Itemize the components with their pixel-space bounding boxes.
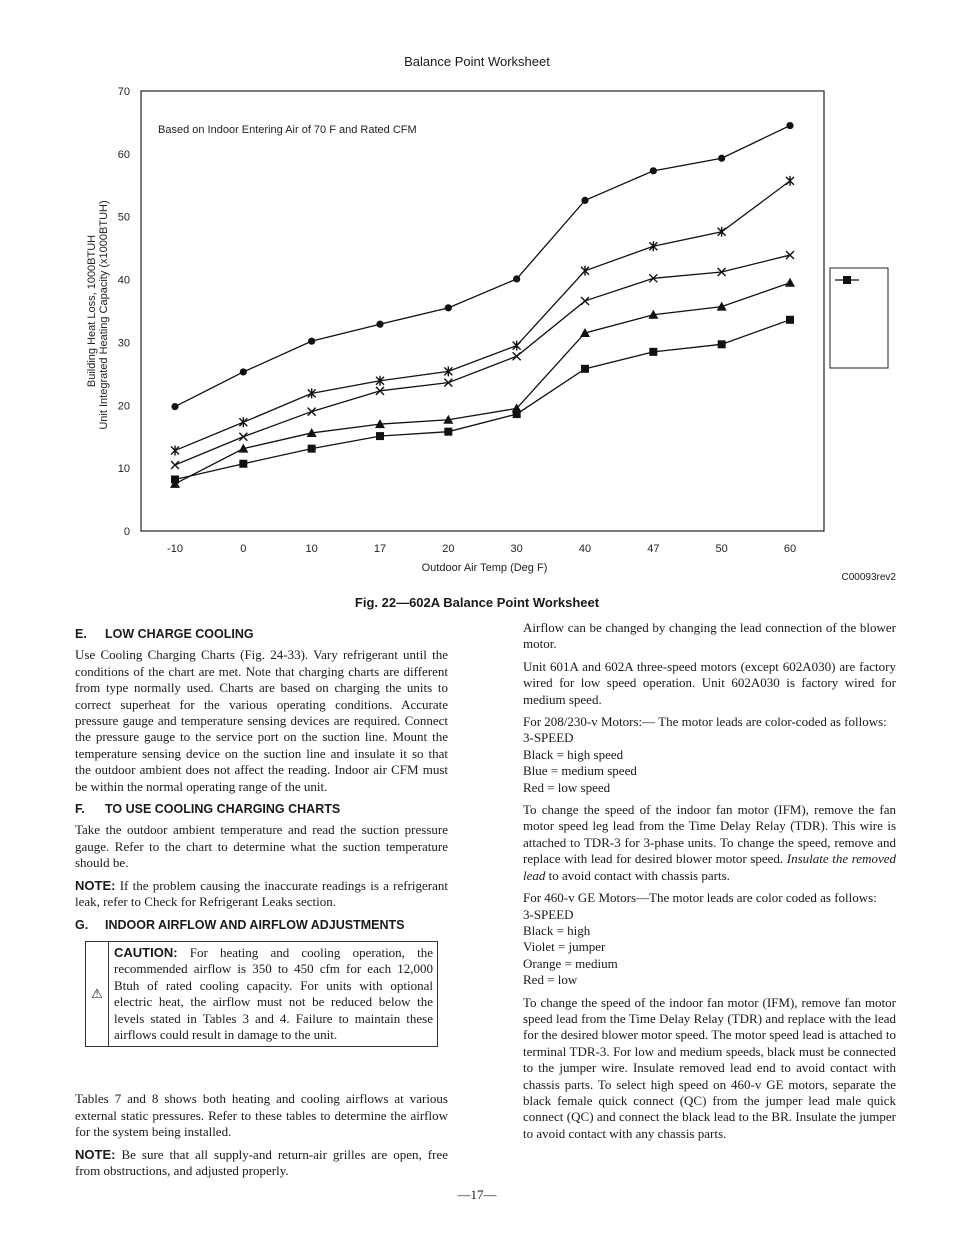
- series-042-point: [581, 297, 589, 305]
- series-line-042: [175, 255, 790, 465]
- x-tick-label: 10: [305, 543, 318, 555]
- series-048-point: [786, 176, 794, 186]
- series-030-point: [444, 428, 452, 436]
- section-g-body: Tables 7 and 8 shows both heating and cooling airflows at various external static pressures. Refer to these tables to determine the airflow for the system being installed.: [75, 1091, 448, 1140]
- y-tick-label: 10: [117, 463, 130, 476]
- section-f-title: TO USE COOLING CHARGING CHARTS: [105, 802, 341, 817]
- caution-text: [109, 942, 437, 1046]
- series-060-point: [786, 122, 793, 129]
- page-number: —17—: [457, 1187, 497, 1202]
- x-tick-label: 40: [578, 543, 592, 555]
- ifm-speed-paragraph: [523, 802, 896, 884]
- series-060-point: [718, 155, 725, 162]
- series-line-036: [175, 283, 790, 484]
- x-tick-label: 47: [647, 543, 660, 555]
- series-line-030: [175, 320, 790, 480]
- y-tick-label: 0: [123, 526, 130, 538]
- list-line: Red = low speed: [523, 779, 611, 795]
- series-036-point: [785, 278, 795, 287]
- series-042-point: [239, 433, 247, 441]
- list-line: 3-SPEED: [523, 730, 574, 746]
- note-label: NOTE:: [75, 1146, 116, 1162]
- series-line-048: [175, 181, 790, 451]
- figure-code: C00093rev2: [841, 572, 896, 583]
- series-030-point: [239, 460, 247, 468]
- ifm-text-end: to avoid contact with chassis parts.: [545, 867, 730, 883]
- note-label: NOTE:: [75, 877, 116, 893]
- series-042-point: [171, 461, 179, 469]
- series-060-point: [240, 368, 247, 375]
- series-060-point: [308, 338, 315, 345]
- ifm-text-italic: Insulate the removed lead: [523, 851, 896, 883]
- y-tick-label: 50: [117, 211, 130, 224]
- series-042-point: [513, 352, 521, 360]
- ifm-text-start: To change the speed of the indoor fan motor (IFM), remove the fan motor speed leg lead from the Time Delay Relay (TDR). This wire is attached to TDR-3 for 3-phase units. To change the speed, remove and replace with lead for desired blower motor speed.: [523, 802, 896, 867]
- section-f-body: Take the outdoor ambient temperature and read the suction pressure gauge. Refer to the chart to determine what the suction temperature should be.: [75, 822, 448, 871]
- motor-460-intro: For 460-v GE Motors—The motor leads are color coded as follows:: [523, 890, 877, 906]
- motor-208-230-paragraph: [523, 714, 896, 796]
- series-line-060: [175, 126, 790, 407]
- list-line: Orange = medium: [523, 955, 618, 971]
- x-tick-label: -10: [167, 543, 183, 555]
- series-042-point: [308, 408, 316, 416]
- series-048-point: [513, 341, 521, 351]
- section-e-heading: [75, 626, 448, 642]
- series-030-point: [376, 432, 384, 440]
- x-tick-label: 50: [715, 543, 728, 555]
- section-g-title: INDOOR AIRFLOW AND AIRFLOW ADJUSTMENTS: [105, 917, 405, 932]
- series-060-point: [171, 403, 178, 410]
- series-036-point: [717, 302, 727, 311]
- list-line: Violet = jumper: [523, 939, 606, 955]
- chart-title: Balance Point Worksheet: [404, 54, 550, 69]
- section-f-note: [75, 878, 448, 911]
- x-axis-title: Outdoor Air Temp (Deg F): [421, 562, 548, 574]
- y-axis-title-line1: Building Heat Loss, 1000BTUH: [86, 234, 98, 388]
- series-060-point: [513, 275, 520, 282]
- figure-caption: Fig. 22—602A Balance Point Worksheet: [354, 595, 600, 610]
- note-text: Be sure that all supply-and return-air grilles are open, free from obstructions, and adjusted properly.: [75, 1146, 448, 1178]
- x-tick-label: 30: [510, 543, 523, 555]
- chart-annotation: Based on Indoor Entering Air of 70 F and Rated CFM: [158, 124, 417, 136]
- series-048-point: [581, 266, 589, 276]
- x-tick-label: 17: [373, 543, 387, 555]
- caution-box: [85, 941, 438, 1047]
- series-030-point: [649, 348, 657, 356]
- x-tick-label: 0: [240, 543, 247, 555]
- caution-body: For heating and cooling operation, the recommended airflow is 350 to 450 cfm for each 12,000 Btuh of rated cooling capacity. For units with optional electric heat, the airflow must not be reduced below the levels stated in Tables 3 and 4. Failure to maintain these airflows could result in damage to the unit.: [114, 944, 433, 1042]
- x-tick-label: 60: [783, 543, 797, 555]
- y-tick-label: 40: [117, 274, 130, 287]
- x-tick-label: 20: [442, 543, 455, 555]
- motor-208-230-intro: For 208/230-v Motors:— The motor leads are color-coded as follows:: [523, 714, 887, 730]
- legend-box: [830, 268, 888, 368]
- caution-label: CAUTION:: [114, 944, 178, 960]
- series-060-point: [376, 321, 383, 328]
- series-030-point: [786, 316, 794, 324]
- series-048-point: [239, 417, 247, 427]
- section-f-heading: [75, 801, 448, 817]
- y-tick-label: 20: [117, 400, 130, 413]
- legend-marker-030: [843, 276, 851, 284]
- list-line: Black = high: [523, 922, 591, 938]
- section-g-letter: G.: [75, 917, 89, 932]
- warning-triangle-icon: ⚠: [86, 942, 109, 1046]
- airflow-paragraph: Airflow can be changed by changing the lead connection of the blower motor.: [523, 620, 896, 652]
- ge-motor-speed-paragraph: To change the speed of the indoor fan motor (IFM), remove fan motor speed lead from the Time Delay Relay (TDR) and replace with the lead for the desired blower motor speed. The motor speed lead is attached to terminal TDR-3. For low and medium speeds, black must be connected to the jumper wire. Insulate removed lead end to avoid contact with chassis parts. To select high speed on 460-v GE motors, separate the black female quick connect (QC) from the jumper lead male quick connect (QC) and connect the black lead to the BR. Insulate the jumper to avoid contact with any chassis parts.: [523, 994, 896, 1141]
- series-060-point: [581, 197, 588, 204]
- section-e-body: Use Cooling Charging Charts (Fig. 24-33). Vary refrigerant until the conditions of the chart are met. Note that charging charts are different from type normally used. Charts are based on charging the units to correct superheat for the various operating conditions. Accurate pressure gauge and temperature sensing devices are required. Connect the pressure gauge to the service port on the suction line. Mount the temperature sensing device on the suction line and insulate it so that the outdoor ambient does not affect the reading. Indoor air CFM must be within the normal operating range of the unit.: [75, 647, 448, 794]
- section-f-letter: F.: [75, 802, 85, 817]
- y-tick-label: 30: [117, 337, 130, 350]
- motor-460-paragraph: [523, 890, 896, 988]
- list-line: Red = low: [523, 972, 578, 988]
- y-axis-title-line2: Unit Integrated Heating Capacity (x1000BTUH): [98, 200, 110, 430]
- series-030-point: [308, 445, 316, 453]
- y-tick-label: 60: [117, 148, 130, 161]
- section-e-letter: E.: [75, 627, 87, 641]
- list-line: Black = high speed: [523, 746, 624, 762]
- list-line: Blue = medium speed: [523, 763, 637, 779]
- left-column: [75, 620, 448, 1185]
- factory-wiring-paragraph: Unit 601A and 602A three-speed motors (except 602A030) are factory wired for low speed operation. Unit 602A030 is factory wired for medium speed.: [523, 658, 896, 707]
- series-030-point: [718, 340, 726, 348]
- section-e-title: LOW CHARGE COOLING: [105, 627, 254, 641]
- series-048-point: [171, 446, 179, 456]
- right-column: [523, 620, 896, 1148]
- section-g-heading: [75, 917, 448, 933]
- y-tick-label: 70: [117, 86, 130, 98]
- balance-point-chart: [0, 0, 954, 600]
- note-text: If the problem causing the inaccurate readings is a refrigerant leak, refer to Check for Refrigerant Leaks section.: [75, 877, 448, 910]
- series-042-point: [786, 251, 794, 259]
- series-030-point: [581, 365, 589, 373]
- list-line: 3-SPEED: [523, 906, 574, 922]
- series-060-point: [650, 167, 657, 174]
- section-g-note: [75, 1147, 448, 1180]
- series-060-point: [445, 304, 452, 311]
